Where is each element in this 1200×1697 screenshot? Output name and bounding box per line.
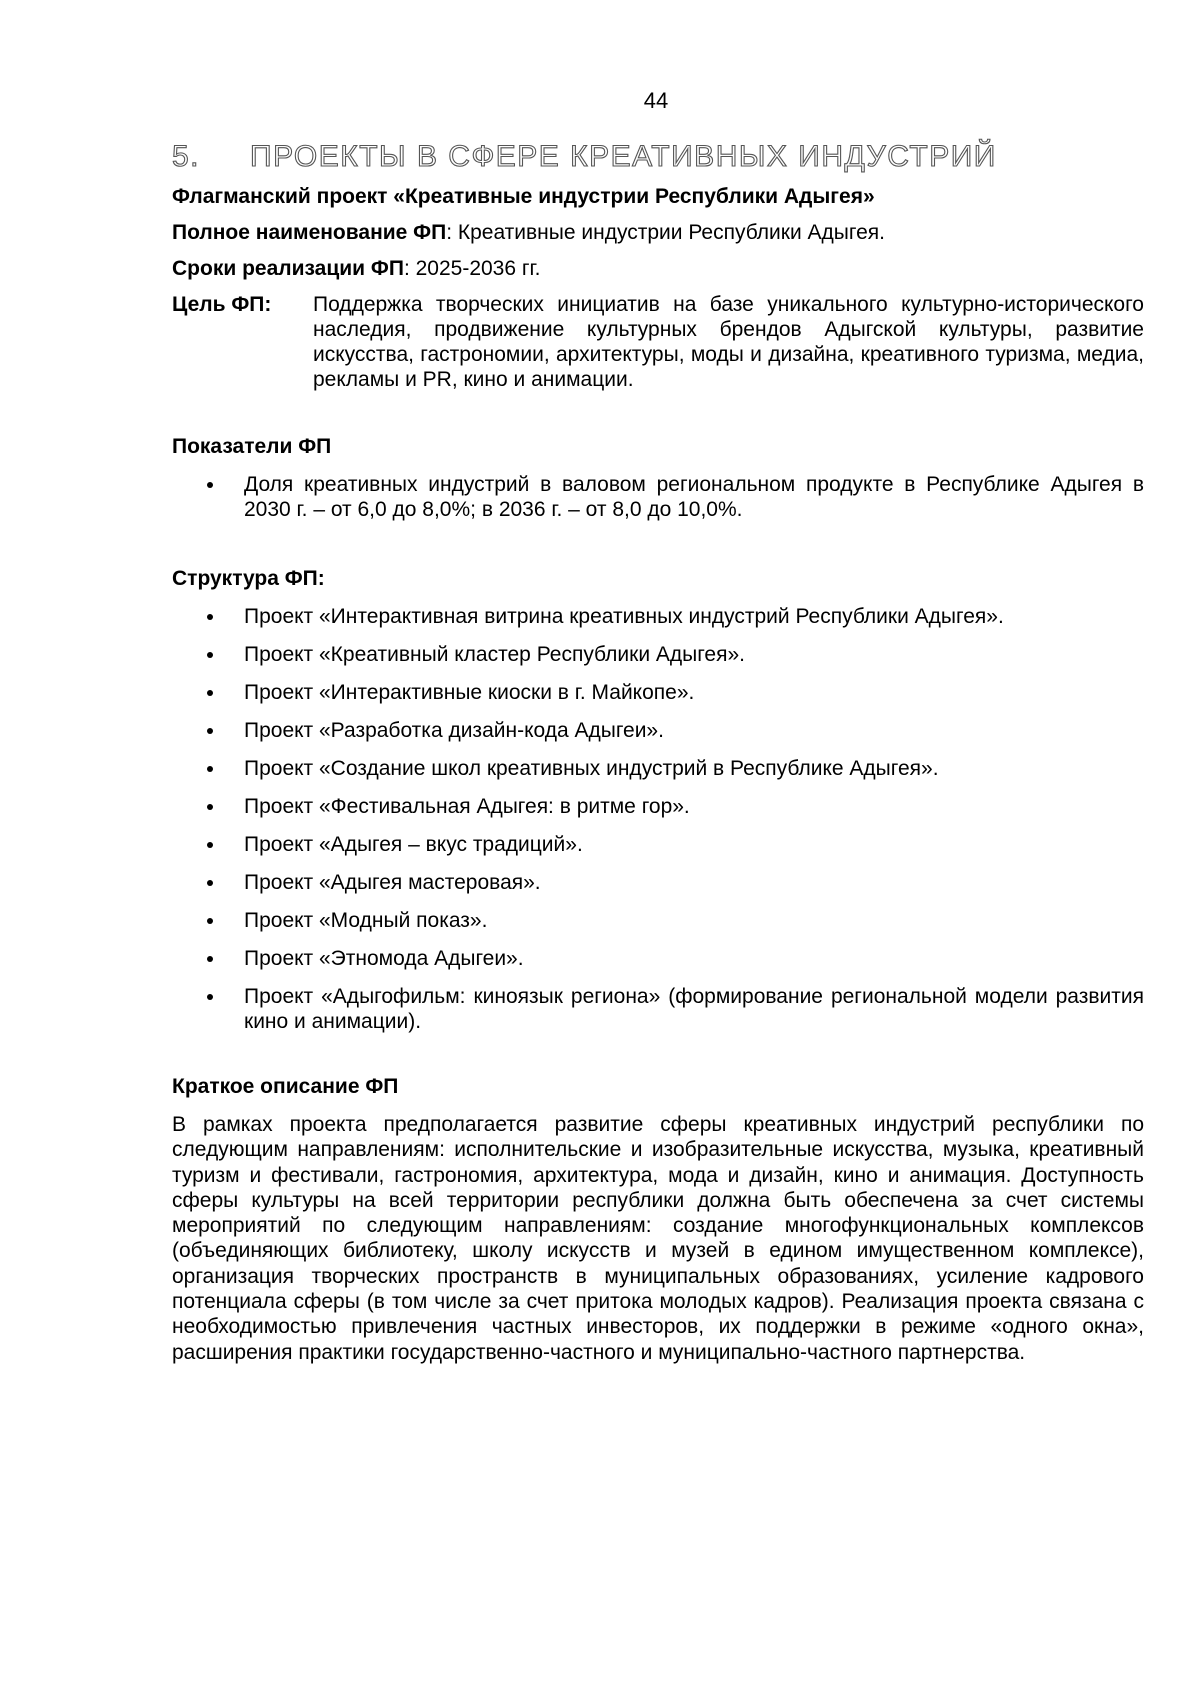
bullet-icon [207,652,213,658]
list-item [172,984,1144,1034]
section-heading [172,140,1144,174]
bullet-icon [207,728,213,734]
full-name-label: Полное наименование ФП [172,221,447,244]
full-name-value: : Креативные индустрии Республики Адыгея. [446,221,885,244]
indicator-text: Доля креативных индустрий в валовом региональном продукте в Республике Адыгея в 2030 г. – от 6,0 до 8,0%; в 2036 г. – от 8,0 до 10,0%. [244,473,1144,521]
bullet-icon [207,614,213,620]
list-item [172,472,1144,522]
bullet-icon [207,766,213,772]
list-item [172,870,1144,895]
full-name-line [172,220,1144,245]
description-text: В рамках проекта предполагается развитие сферы креативных индустрий республики по следующим направлениям: исполнительские и изобразительные искусства, музыка, креативный туризм и фестивали, гастрономия, архитектура, мода и дизайн, кино и анимация. Доступность сферы культуры на всей территории республики должна быть обеспечена за счет системы мероприятий по следующим направлениям: создание многофункциональных комплексов (объединяющих библиотеку, школу искусств и музей в едином имущественном комплексе), организация творческих пространств в муниципальных образованиях, усиление кадрового потенциала сферы (в том числе за счет притока молодых кадров). Реализация проекта связана с необходимостью привлечения частных инвесторов, их поддержки в режиме «одного окна», расширения практики государственно-частного и муниципально-частного партнерства. [172,1113,1144,1364]
bullet-icon [207,956,213,962]
structure-item-text: Проект «Интерактивная витрина креативных индустрий Республики Адыгея». [244,605,1004,628]
structure-item-text: Проект «Модный показ». [244,909,488,932]
list-item [172,604,1144,629]
indicators-heading: Показатели ФП [172,435,332,458]
structure-item-text: Проект «Интерактивные киоски в г. Майкопе». [244,681,695,704]
page-number: 44 [643,88,669,113]
list-item [172,756,1144,781]
bullet-icon [207,880,213,886]
bullet-icon [207,842,213,848]
flagship-title: Флагманский проект «Креативные индустрии Республики Адыгея» [172,185,875,208]
list-item [172,680,1144,705]
description-heading: Краткое описание ФП [172,1075,399,1098]
structure-item-text: Проект «Разработка дизайн-кода Адыгеи». [244,719,664,742]
bullet-icon [207,482,213,488]
bullet-icon [207,994,213,1000]
period-line [172,256,1144,281]
list-item [172,908,1144,933]
structure-item-text: Проект «Этномода Адыгеи». [244,947,524,970]
structure-heading: Структура ФП: [172,567,325,590]
section-title: ПРОЕКТЫ В СФЕРЕ КРЕАТИВНЫХ ИНДУСТРИЙ [250,140,997,173]
bullet-icon [207,918,213,924]
goal-label: Цель ФП: [172,293,272,316]
structure-item-text: Проект «Креативный кластер Республики Адыгея». [244,643,745,666]
bullet-icon [207,690,213,696]
document-body [172,140,1144,1365]
goal-text: Поддержка творческих инициатив на базе уникального культурно-исторического наследия, продвижение культурных брендов Адыгской культуры, развитие искусства, гастрономии, архитектуры, моды и дизайна, креативного туризма, медиа, рекламы и PR, кино и анимации. [313,293,1144,391]
structure-list [172,604,1144,1034]
list-item [172,832,1144,857]
period-value: : 2025-2036 гг. [403,257,541,280]
structure-item-text: Проект «Создание школ креативных индустрий в Республике Адыгея». [244,757,939,780]
structure-item-text: Проект «Фестивальная Адыгея: в ритме гор». [244,795,690,818]
structure-item-text: Проект «Адыгея мастеровая». [244,871,541,894]
goal-block [172,292,1144,392]
section-number: 5. [172,140,201,173]
list-item [172,642,1144,667]
bullet-icon [207,804,213,810]
indicators-list [172,472,1144,522]
structure-item-text: Проект «Адыгея – вкус традиций». [244,833,583,856]
structure-item-text: Проект «Адыгофильм: киноязык региона» (формирование региональной модели развития кино и анимации). [244,985,1144,1033]
list-item [172,794,1144,819]
list-item [172,946,1144,971]
list-item [172,718,1144,743]
period-label: Сроки реализации ФП [172,257,404,280]
